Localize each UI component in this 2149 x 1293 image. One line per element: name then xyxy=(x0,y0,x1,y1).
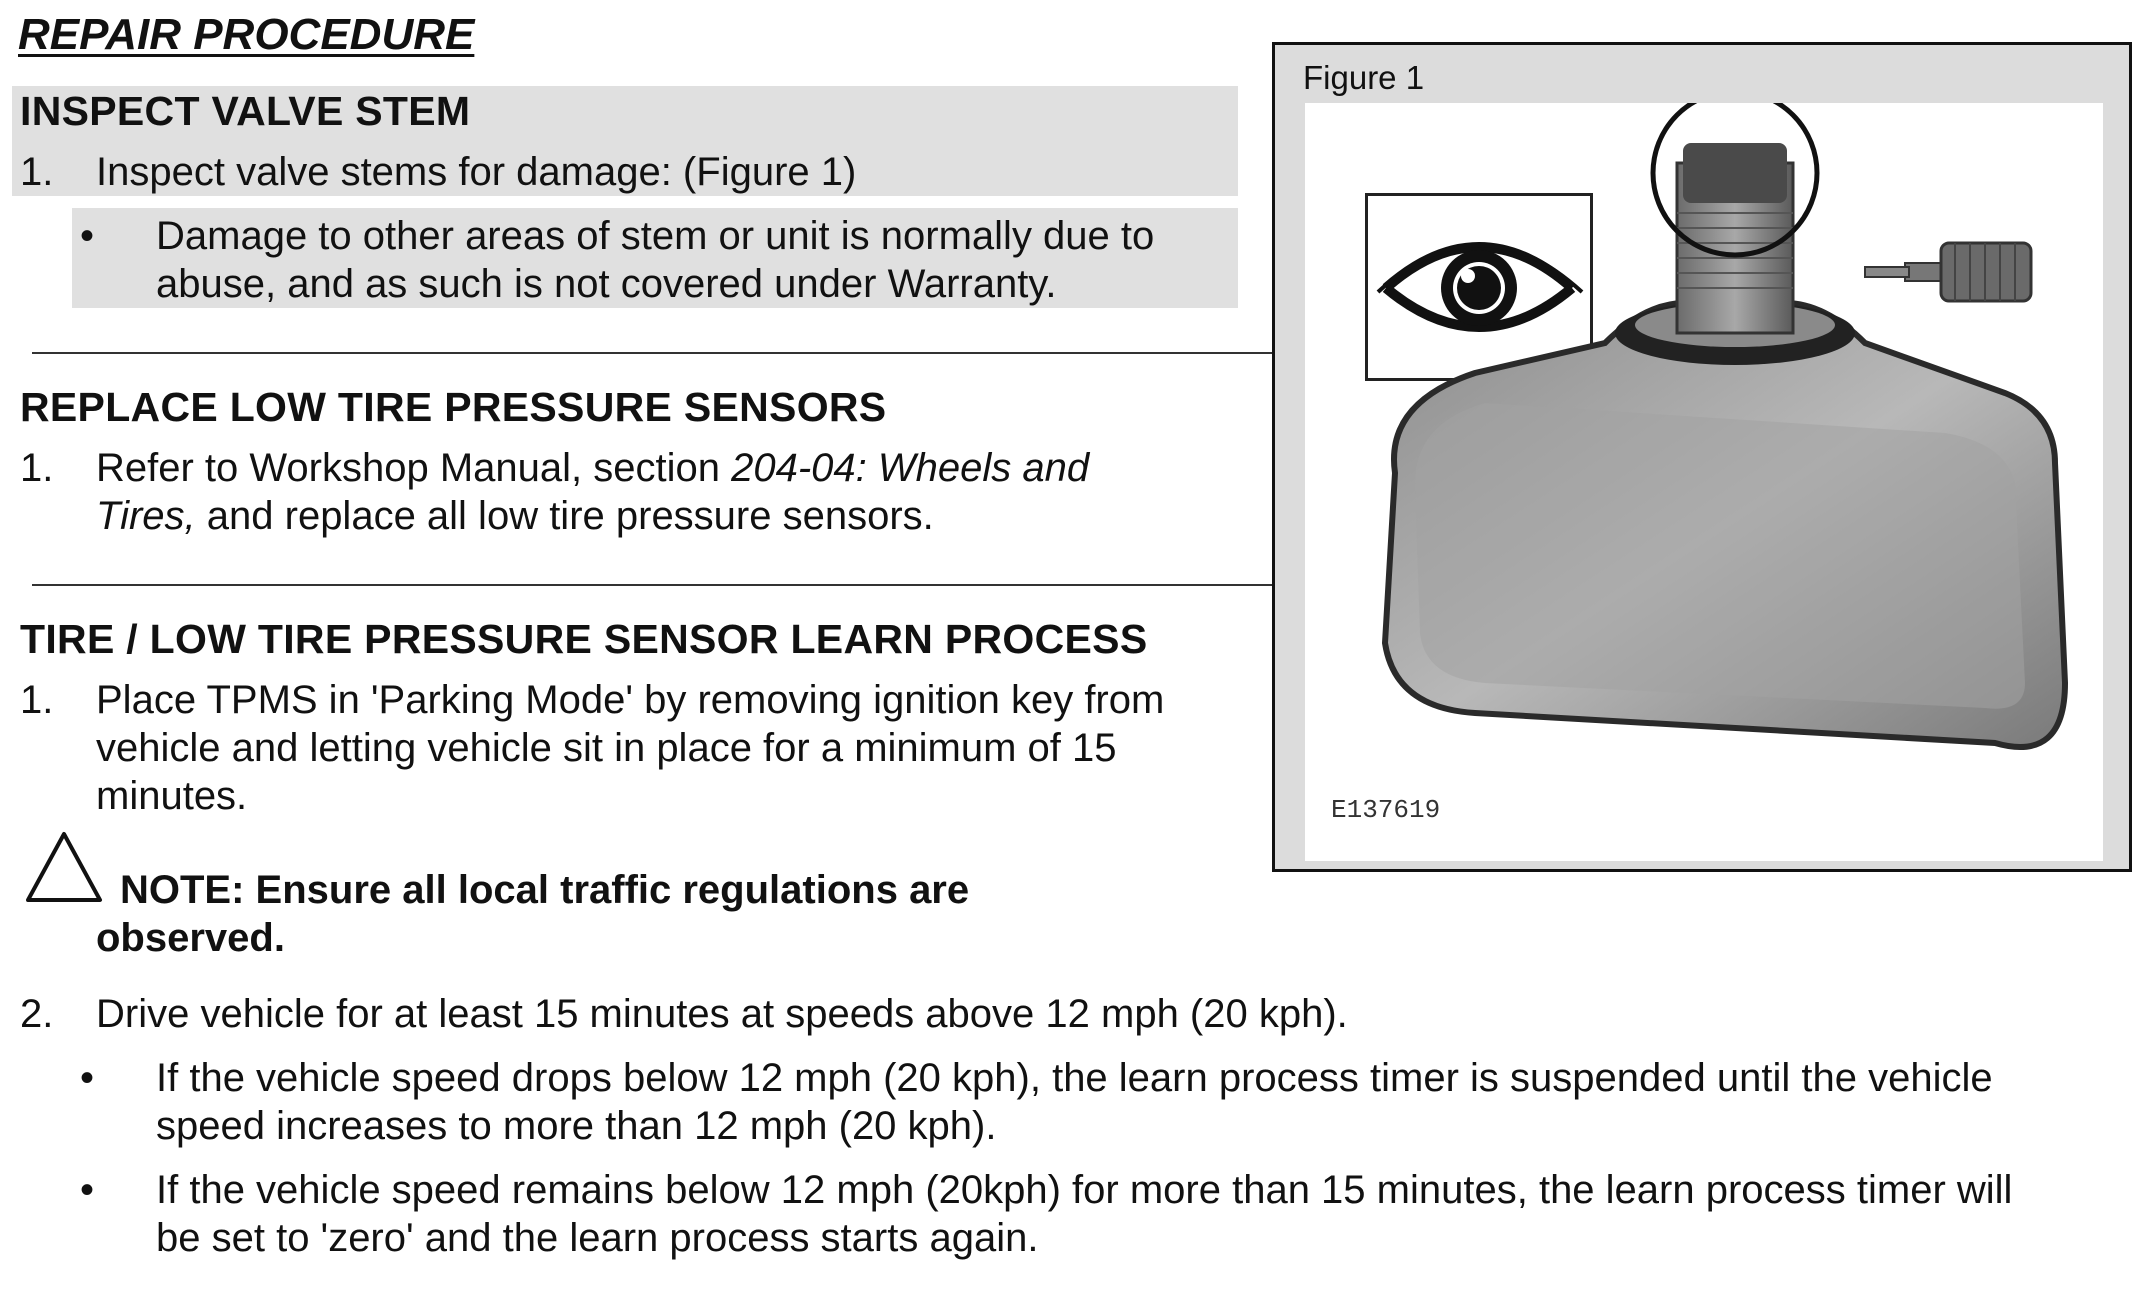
figure-image-area xyxy=(1305,103,2103,861)
section-divider xyxy=(32,352,1272,354)
inspect-bullet-line2: abuse, and as such is not covered under Warranty. xyxy=(156,262,1057,306)
section-heading-inspect: INSPECT VALVE STEM xyxy=(20,88,471,134)
inspect-step-text: Inspect valve stems for damage: (Figure 1) xyxy=(96,150,857,194)
figure-label: Figure 1 xyxy=(1303,59,1425,96)
page-title: REPAIR PROCEDURE xyxy=(18,10,475,59)
replace-step-section-ref-cont: Tires, xyxy=(96,494,196,538)
replace-step-number: 1. xyxy=(20,446,54,490)
bullet-dot: • xyxy=(80,214,95,258)
inspect-step-number: 1. xyxy=(20,150,54,194)
replace-step-text-a: Refer to Workshop Manual, section xyxy=(96,446,732,490)
replace-step-section-ref: 204-04: Wheels and xyxy=(731,446,1090,490)
learn-step1-number: 1. xyxy=(20,678,54,722)
learn-bullet2-line2: be set to 'zero' and the learn process starts again. xyxy=(156,1216,1039,1260)
note-line2: observed. xyxy=(96,916,285,960)
figure-code: E137619 xyxy=(1331,795,1441,825)
bullet-dot: • xyxy=(80,1056,95,1100)
replace-step-text-b: and replace all low tire pressure sensors. xyxy=(195,494,934,538)
figure-1 xyxy=(1272,42,2132,872)
learn-step1-line3: minutes. xyxy=(96,774,248,818)
tpms-sensor-illustration xyxy=(1305,103,2103,861)
section-heading-replace: REPLACE LOW TIRE PRESSURE SENSORS xyxy=(20,384,887,430)
inspect-bullet-line1: Damage to other areas of stem or unit is normally due to xyxy=(156,214,1155,258)
learn-bullet1-line1: If the vehicle speed drops below 12 mph (20 kph), the learn process timer is suspended until the vehicle xyxy=(156,1056,1993,1100)
learn-bullet1-line2: speed increases to more than 12 mph (20 kph). xyxy=(156,1104,997,1148)
note-line1: NOTE: Ensure all local traffic regulations are xyxy=(120,868,970,912)
section-heading-learn: TIRE / LOW TIRE PRESSURE SENSOR LEARN PROCESS xyxy=(20,616,1148,662)
warning-triangle-icon xyxy=(24,830,104,909)
bullet-dot: • xyxy=(80,1168,95,1212)
learn-step2-number: 2. xyxy=(20,992,54,1036)
learn-step1-line1: Place TPMS in 'Parking Mode' by removing ignition key from xyxy=(96,678,1165,722)
learn-step2-text: Drive vehicle for at least 15 minutes at speeds above 12 mph (20 kph). xyxy=(96,992,1348,1036)
replace-step-line2 xyxy=(96,492,934,540)
replace-step-line1 xyxy=(96,444,1089,492)
learn-step1-line2: vehicle and letting vehicle sit in place for a minimum of 15 xyxy=(96,726,1117,770)
learn-bullet2-line1: If the vehicle speed remains below 12 mph (20kph) for more than 15 minutes, the learn process timer will xyxy=(156,1168,2013,1212)
section-divider xyxy=(32,584,1272,586)
